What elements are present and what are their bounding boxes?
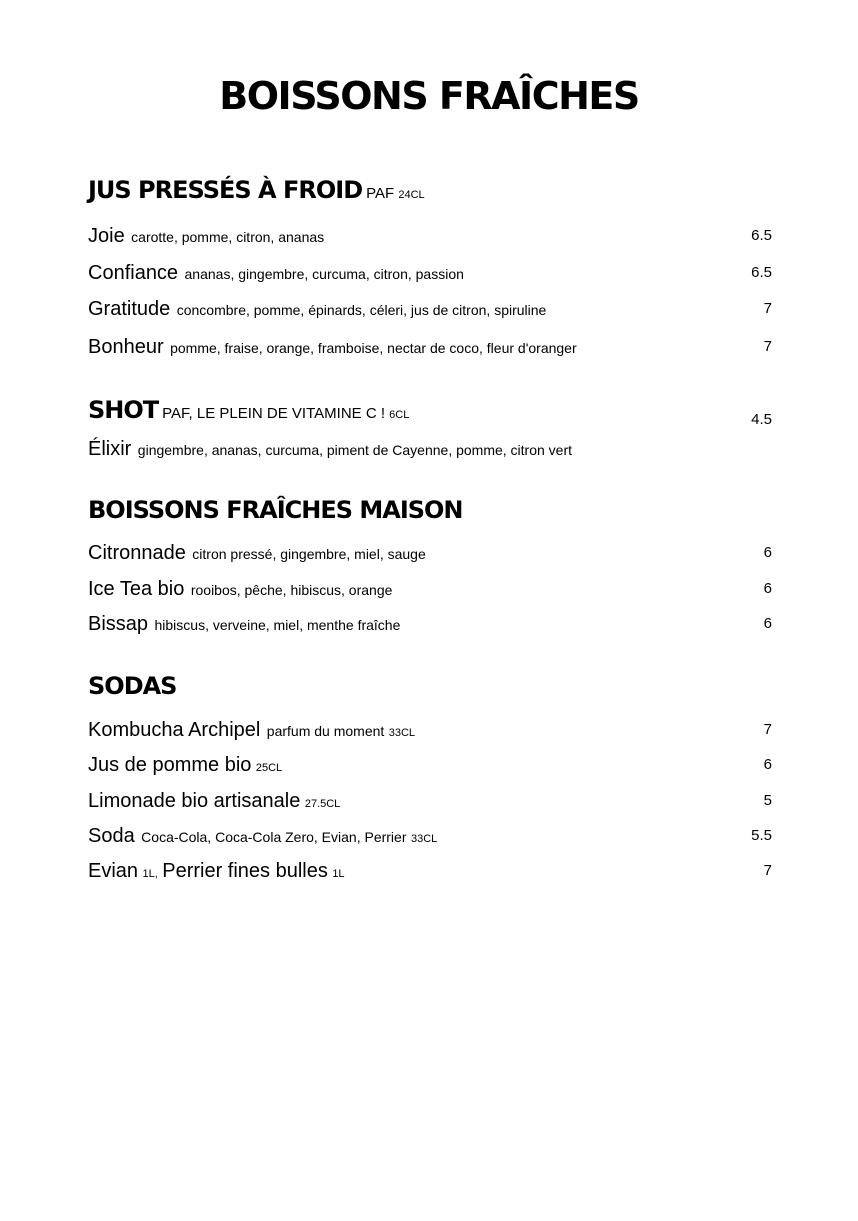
menu-item xyxy=(88,334,772,360)
item-name: Bonheur xyxy=(88,336,164,358)
item-name: Soda xyxy=(88,825,135,847)
item-description: ananas, gingembre, curcuma, citron, passion xyxy=(184,266,464,282)
item-name: Joie xyxy=(88,225,125,247)
item-price: 6.5 xyxy=(751,227,772,244)
section-title: JUS PRESSÉS À FROID xyxy=(88,176,363,204)
item-name: Citronnade xyxy=(88,542,186,564)
volume: 6CL xyxy=(389,409,410,421)
item-name: Gratitude xyxy=(88,298,171,320)
section-header-shot xyxy=(88,396,772,430)
item-price: 6.5 xyxy=(751,264,772,281)
item-price: 7 xyxy=(763,338,772,355)
item-description: citron pressé, gingembre, miel, sauge xyxy=(192,546,426,562)
volume: 25CL xyxy=(255,762,283,774)
item-price: 7 xyxy=(763,862,772,879)
item-price: 7 xyxy=(763,721,772,738)
section-header-sodas xyxy=(88,672,772,700)
section-subtitle: PAF, LE PLEIN DE VITAMINE C ! 6CL xyxy=(162,405,410,422)
section-title: SODAS xyxy=(88,672,177,700)
volume: 1L, xyxy=(142,868,158,880)
section-subtitle: PAF 24CL xyxy=(366,185,425,202)
item-price: 6 xyxy=(763,756,772,773)
item-name: Jus de pomme bio xyxy=(88,754,252,776)
section-header-maison xyxy=(88,496,772,524)
item-name: Confiance xyxy=(88,262,179,284)
item-price: 5.5 xyxy=(751,827,772,844)
item-price: 6 xyxy=(763,580,772,597)
menu-item xyxy=(88,611,772,637)
item-description: Coca-Cola, Coca-Cola Zero, Evian, Perrier xyxy=(141,829,407,845)
item-price: 6 xyxy=(763,544,772,561)
menu-item xyxy=(88,576,772,602)
section-title: SHOT xyxy=(88,396,159,424)
menu-item xyxy=(88,717,772,743)
item-name: Kombucha Archipel xyxy=(88,719,261,741)
item-name: Perrier fines bulles xyxy=(162,860,328,882)
menu-item xyxy=(88,858,772,884)
item-description: gingembre, ananas, curcuma, piment de Cayenne, pomme, citron vert xyxy=(137,442,573,458)
menu-item xyxy=(88,260,772,286)
menu-item xyxy=(88,223,772,249)
item-price: 5 xyxy=(763,792,772,809)
item-description: concombre, pomme, épinards, céleri, jus de citron, spiruline xyxy=(176,302,547,318)
item-name: Evian xyxy=(88,860,139,882)
menu-item xyxy=(88,540,772,566)
item-name: Ice Tea bio xyxy=(88,578,185,600)
item-description: hibiscus, verveine, miel, menthe fraîche xyxy=(154,617,401,633)
item-price: 4.5 xyxy=(751,411,772,428)
menu-item xyxy=(88,823,772,849)
volume: 33CL xyxy=(410,833,438,845)
item-price: 7 xyxy=(763,300,772,317)
item-name: Élixir xyxy=(88,438,132,460)
item-name: Bissap xyxy=(88,613,149,635)
menu-item xyxy=(88,436,772,462)
volume: 27.5CL xyxy=(304,798,341,810)
item-name: Limonade bio artisanale xyxy=(88,790,301,812)
item-description: parfum du moment xyxy=(266,723,385,739)
menu-item xyxy=(88,752,772,778)
menu-item xyxy=(88,788,772,814)
item-description: pomme, fraise, orange, framboise, nectar de coco, fleur d'oranger xyxy=(170,340,577,356)
volume: 33CL xyxy=(388,727,416,739)
section-header-jus xyxy=(88,176,772,204)
item-price: 6 xyxy=(763,615,772,632)
volume: 1L xyxy=(332,868,345,880)
page-title: BOISSONS FRAÎCHES xyxy=(219,74,639,118)
item-description: rooibos, pêche, hibiscus, orange xyxy=(190,582,393,598)
item-description: carotte, pomme, citron, ananas xyxy=(131,229,325,245)
volume: 24CL xyxy=(398,189,425,201)
section-title: BOISSONS FRAÎCHES MAISON xyxy=(88,496,463,524)
menu-item xyxy=(88,296,772,322)
